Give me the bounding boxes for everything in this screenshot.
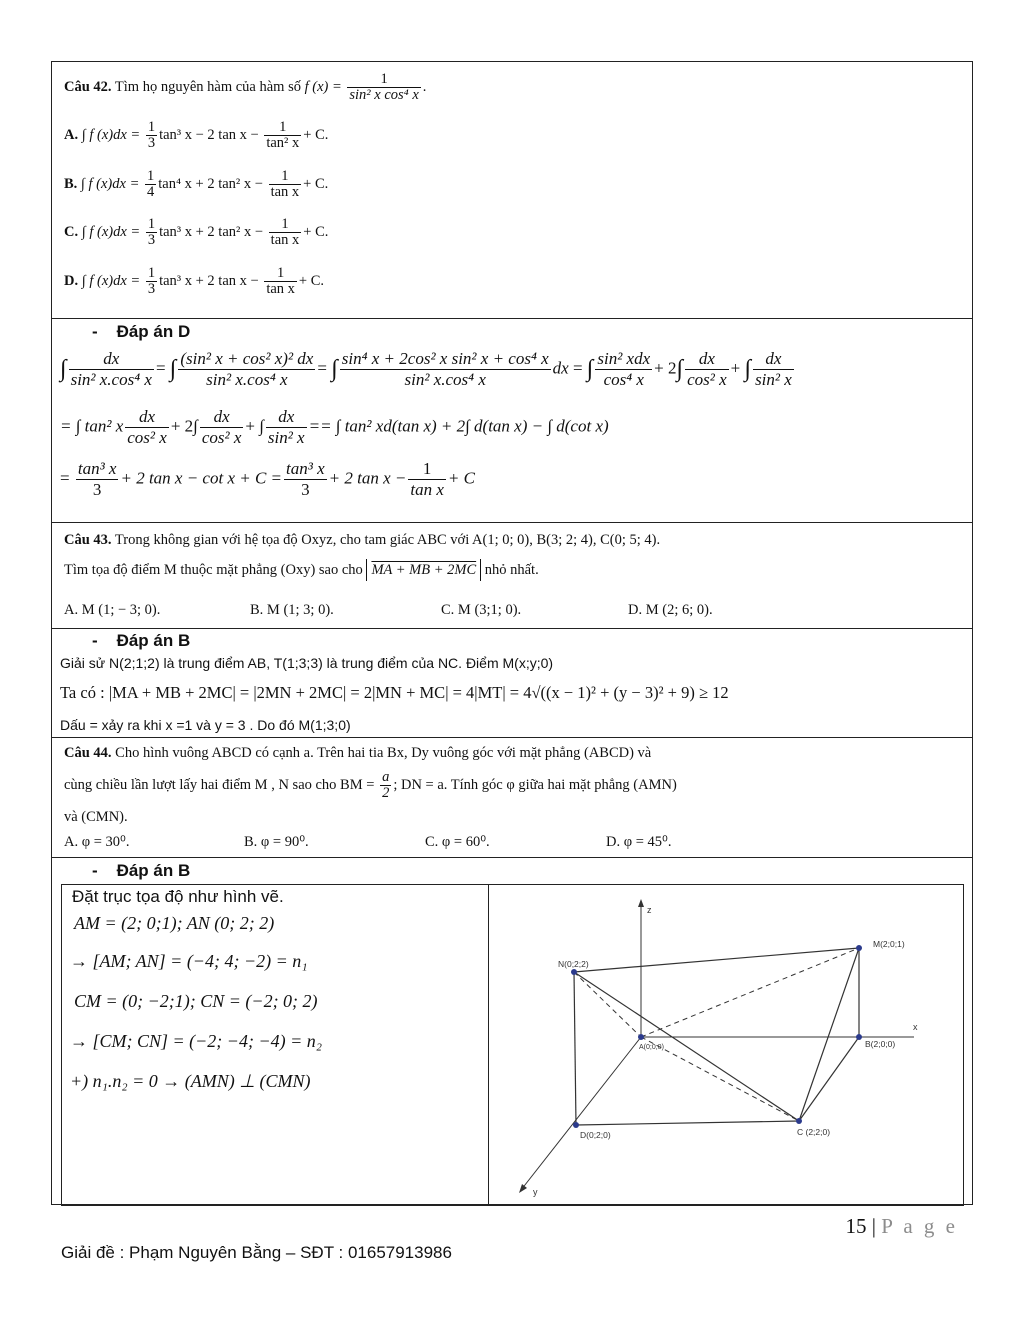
label-A: A(0;0;0) bbox=[639, 1044, 664, 1051]
q42-func-lhs: f (x) = bbox=[304, 78, 342, 95]
y-axis-arrow bbox=[519, 1184, 527, 1193]
q42-option-b[interactable]: B. ∫ f (x)dx = $\frac{1}{4}$ tan⁴ x + 2 tan² x − $\frac{1}{\text{tan x}}$ + C. bbox=[64, 168, 329, 200]
q42-stem: Câu 42. Tìm họ nguyên hàm của hàm số f (x) = $\frac{1}{\text{sin² x cos⁴ x}}$ . bbox=[64, 71, 427, 103]
answer-43 bbox=[52, 629, 972, 738]
q44-line-3: và (CMN). bbox=[64, 809, 128, 825]
label-B: B(2;0;0) bbox=[865, 1039, 896, 1049]
label-M: M(2;0;1) bbox=[873, 939, 905, 949]
edge-DC bbox=[576, 1121, 799, 1125]
page-number: 15 | P a g e bbox=[845, 1214, 958, 1238]
answer-42 bbox=[52, 319, 972, 523]
q43-option-b[interactable]: B. M (1; 3; 0). bbox=[250, 602, 334, 618]
q42-text: Tìm họ nguyên hàm của hàm số bbox=[114, 78, 301, 95]
label-N: N(0;2;2) bbox=[558, 959, 589, 969]
q44-option-a[interactable]: A. φ = 30⁰. bbox=[64, 834, 130, 850]
edge-NA bbox=[574, 972, 641, 1037]
a42-heading: - Đáp án D bbox=[92, 322, 191, 341]
y-axis bbox=[521, 1037, 641, 1190]
edge-MC bbox=[799, 948, 859, 1121]
a44-table bbox=[61, 884, 964, 1206]
q42-label: Câu 42. bbox=[64, 78, 112, 95]
a44-figure bbox=[489, 885, 963, 1205]
a44-line-3: CM = (0; −2;1); CN = (−2; 0; 2) bbox=[74, 991, 318, 1011]
q44-option-b[interactable]: B. φ = 90⁰. bbox=[244, 834, 309, 850]
a44-line-1: AM = (2; 0;1); AN (0; 2; 2) bbox=[74, 913, 275, 933]
a43-line-2: Ta có : |MA + MB + 2MC| = |2MN + 2MC| = 2|MN + MC| = 4|MT| = 4√((x − 1)² + (y − 3)² + 9) ≥ 12 bbox=[60, 683, 729, 702]
q42-option-c[interactable]: C. ∫ f (x)dx = $\frac{1}{3}$ tan³ x + 2 tan² x − $\frac{1}{\text{tan x}}$ + C. bbox=[64, 216, 329, 248]
label-y: y bbox=[533, 1187, 538, 1197]
point-N bbox=[571, 969, 577, 975]
a43-line-1: Giải sử N(2;1;2) là trung điểm AB, T(1;3;3) là trung điểm của NC. Điểm M(x;y;0) bbox=[60, 655, 554, 671]
question-42 bbox=[52, 62, 972, 319]
q44-option-d[interactable]: D. φ = 45⁰. bbox=[606, 834, 672, 850]
a43-line-3: Dấu = xảy ra khi x =1 và y = 3 . Do đó M(1;3;0) bbox=[60, 717, 351, 733]
label-x: x bbox=[913, 1022, 918, 1032]
q43-option-d[interactable]: D. M (2; 6; 0). bbox=[628, 602, 713, 618]
label-D: D(0;2;0) bbox=[580, 1130, 611, 1140]
label-z: z bbox=[647, 905, 652, 915]
edge-AC bbox=[641, 1037, 799, 1121]
point-C bbox=[796, 1118, 802, 1124]
q42-option-d[interactable]: D. ∫ f (x)dx = $\frac{1}{3}$ tan³ x + 2 tan x − $\frac{1}{\text{tan x}}$ + C. bbox=[64, 265, 325, 297]
q43-option-c[interactable]: C. M (3;1; 0). bbox=[441, 602, 522, 618]
question-44 bbox=[52, 738, 972, 858]
footer-author: Giải đề : Phạm Nguyên Bằng – SĐT : 01657913986 bbox=[61, 1243, 452, 1262]
edge-CB bbox=[799, 1037, 859, 1121]
a44-heading: - Đáp án B bbox=[92, 861, 191, 880]
q44-line-1: Câu 44. Cho hình vuông ABCD có cạnh a. Trên hai tia Bx, Dy vuông góc với mặt phẳng (ABCD) và bbox=[64, 745, 652, 761]
point-M bbox=[856, 945, 862, 951]
a42-line-3: = $\frac{\text{tan³ x}}{3}$ + 2 tan x − cot x + C = $\frac{\text{tan³ x}}{3}$ + 2 tan x − $\frac{1}{\text{tan x}}$ + C bbox=[60, 459, 475, 499]
edge-NC bbox=[574, 972, 799, 1121]
edge-NM bbox=[574, 948, 859, 972]
a43-heading: - Đáp án B bbox=[92, 631, 191, 650]
q44-option-c[interactable]: C. φ = 60⁰. bbox=[425, 834, 490, 850]
q43-option-a[interactable]: A. M (1; − 3; 0). bbox=[64, 602, 161, 618]
q44-line-2: cùng chiều lần lượt lấy hai điểm M , N sao cho BM = $\frac{a}{2}$ ; DN = a. Tính góc φ giữa hai mặt phẳng (AMN) bbox=[64, 769, 677, 801]
a44-line-5: +) n₁.n₂ = 0 → (AMN) ⊥ (CMN) bbox=[70, 1071, 311, 1091]
edge-AM bbox=[641, 948, 859, 1037]
z-axis-arrow bbox=[638, 899, 644, 907]
point-B bbox=[856, 1034, 862, 1040]
q43-line-2: Tìm tọa độ điểm M thuộc mặt phẳng (Oxy) sao cho MA + MB + 2MC nhỏ nhất. bbox=[64, 561, 539, 579]
content-frame bbox=[51, 61, 973, 1205]
point-D bbox=[573, 1122, 579, 1128]
edge-ND bbox=[574, 972, 576, 1125]
question-43 bbox=[52, 523, 972, 629]
q42-option-a[interactable]: A. ∫ f (x)dx = $\frac{1}{3}$ tan³ x − 2 tan x − $\frac{1}{\text{tan² x}}$ + C. bbox=[64, 119, 329, 151]
a44-intro: Đặt trục tọa độ như hình vẽ. bbox=[72, 887, 284, 906]
q42-func-frac: $\frac{1}{\text{sin² x cos⁴ x}}$ bbox=[349, 71, 419, 103]
a44-line-4: → [CM; CN] = (−2; −4; −4) = n₂ bbox=[70, 1031, 322, 1051]
q43-vector-expr: MA + MB + 2MC bbox=[366, 559, 481, 581]
a42-line-1: ∫ $\frac{dx}{\text{sin² x.cos⁴ x}}$ = ∫ $\frac{\text{(sin² x + cos² x)² dx}}{\text{sin² x.cos⁴ x}}$ = ∫ $\frac{\text{sin⁴ x + 2cos² x sin² x + cos⁴ x}}{\text{sin² x.cos⁴ x}}$ dx = ∫ $\frac{\text{sin² xdx}}{\text{cos⁴ x}}$ + 2∫ $\frac{dx}{\text{cos² x}}$ + ∫ $\frac{dx}{\text{sin² x}}$ bbox=[60, 349, 792, 389]
q43-line-1: Câu 43. Trong không gian với hệ tọa độ Oxyz, cho tam giác ABC với A(1; 0; 0), B(3; 2; 4), C(0; 5; 4). bbox=[64, 532, 661, 548]
a44-line-2: → [AM; AN] = (−4; 4; −2) = n₁ bbox=[70, 951, 308, 971]
point-A bbox=[638, 1034, 644, 1040]
a42-line-2: = ∫ tan² x $\frac{dx}{\text{cos² x}}$ + 2∫ $\frac{dx}{\text{cos² x}}$ + ∫ $\frac{dx}{\text{sin² x}}$ == ∫ tan² xd(tan x) + 2∫ d(tan x) − ∫ d(cot x) bbox=[60, 407, 609, 447]
label-C: C (2;2;0) bbox=[797, 1127, 831, 1137]
